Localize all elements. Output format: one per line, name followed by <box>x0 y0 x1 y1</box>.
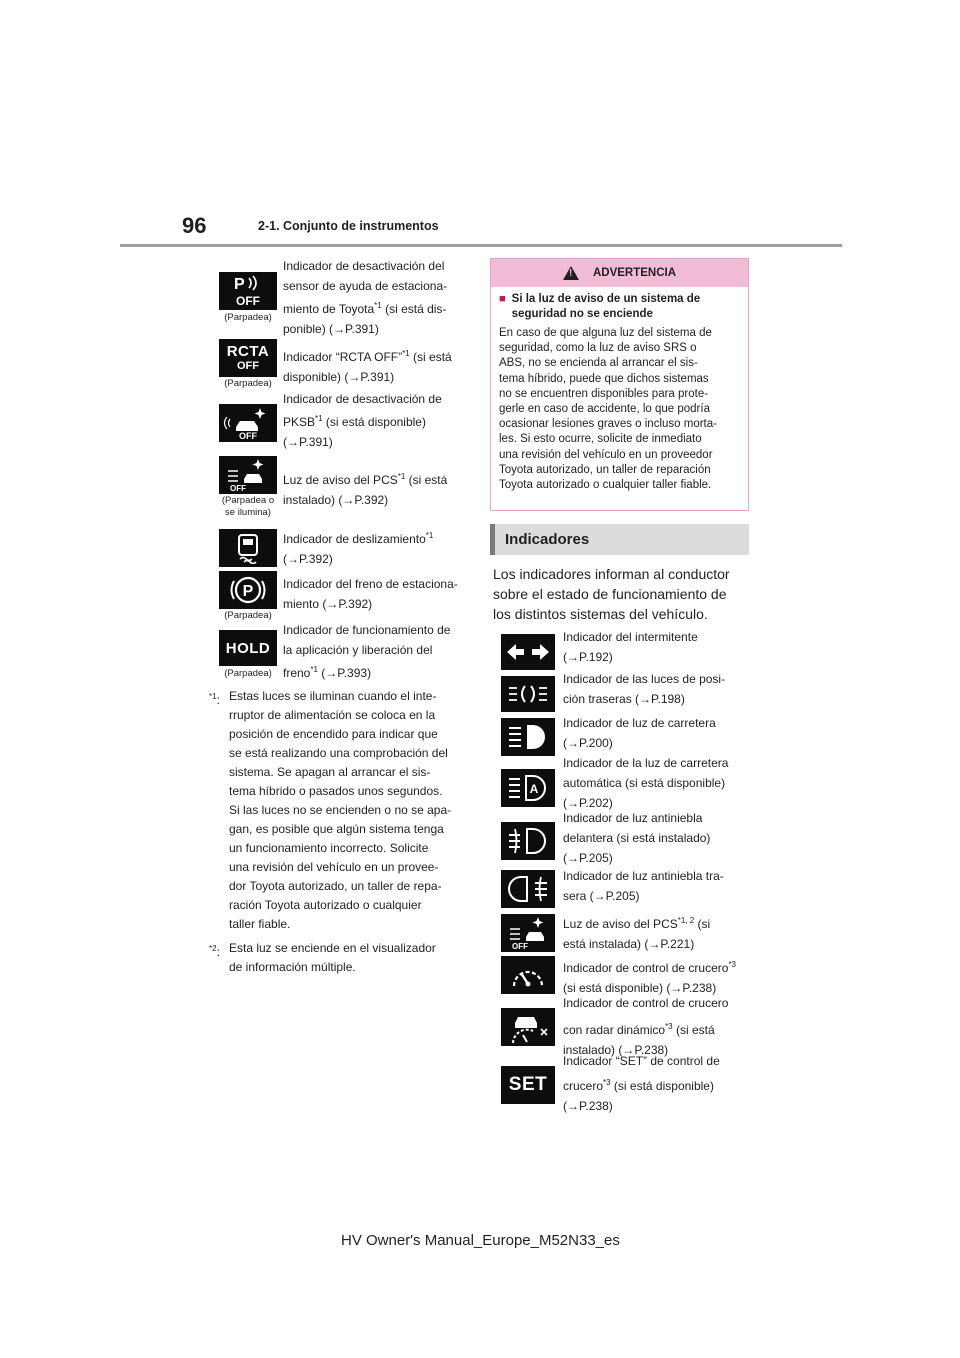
auto-high-beam-icon <box>501 769 555 807</box>
indicator-description: Indicador del intermitente (→P.192) <box>563 630 698 664</box>
radar-cruise-icon <box>501 1008 555 1046</box>
warning-box <box>490 258 749 511</box>
indicator-description: Luz de aviso del PCS$^{*1}$ (si está instalado) (→P.392) <box>283 472 448 507</box>
footnote-marker: $^{*2}$: <box>209 944 220 959</box>
footnote-2: Esta luz se enciende en el visualizador de información múltiple. <box>229 941 436 974</box>
section-heading: Indicadores <box>490 524 749 555</box>
header-divider <box>120 244 842 247</box>
icon-caption: (Parpadea) <box>224 668 272 679</box>
footnote-marker: $^{*1}$: <box>209 692 220 707</box>
pcs-warning-icon <box>501 914 555 952</box>
brake-hold-icon: HOLD <box>219 630 277 666</box>
bullet-square-icon: ■ <box>499 293 506 305</box>
page-footer: HV Owner's Manual_Europe_M52N33_es <box>341 1232 620 1249</box>
pcs-warning-icon <box>219 456 277 494</box>
rcta-off-icon: RCTA OFF <box>219 339 277 377</box>
icon-caption: (Parpadea) <box>224 610 272 621</box>
pksb-off-icon <box>219 404 277 442</box>
parking-brake-icon <box>219 571 277 609</box>
indicator-description: Indicador de luz antiniebla delantera (si está instalado) (→P.205) <box>563 811 711 865</box>
indicator-description: Indicador de luz de carretera (→P.200) <box>563 716 716 750</box>
svg-text:OFF: OFF <box>230 484 246 493</box>
indicator-description: Indicador de desactivación del sensor de ayuda de estaciona- miento de Toyota$^{*1}$ (si está dis- ponible) (→P.391) <box>283 259 448 336</box>
rear-fog-icon <box>501 870 555 908</box>
tail-light-icon <box>501 676 555 712</box>
svg-text:A: A <box>529 782 539 796</box>
indicator-description: Indicador del freno de estaciona- miento (→P.392) <box>283 577 458 611</box>
cruise-control-icon <box>501 956 555 994</box>
warning-triangle-icon: ! <box>563 266 579 280</box>
warning-text: En caso de que alguna luz del sistema de seguridad, como la luz de aviso SRS o ABS, no se encienda al arrancar el sis- tema híbrido, puede que dichos sistemas no se encuentren disponibles para prote- gerle en caso de accidente, lo que podría ocasionar lesiones graves o incluso morta- les. Si esto ocurre, solicite de inmediato una revisión del vehículo en un proveedor Toyota autorizado, un taller de reparación Toyota autorizado o cualquier taller fiable. <box>499 327 717 492</box>
section-title: 2-1. Conjunto de instrumentos <box>258 219 439 233</box>
indicator-description: Luz de aviso del PCS$^{*1, 2}$ (si está instalada) (→P.221) <box>563 916 711 951</box>
icon-caption: (Parpadea) <box>224 378 272 389</box>
icon-caption: (Parpadea) <box>224 312 272 323</box>
svg-text:OFF: OFF <box>512 942 528 951</box>
indicator-description: Indicador de control de crucero$^{*3}$ (si está disponible) (→P.238) <box>563 960 736 995</box>
front-fog-icon <box>501 822 555 860</box>
indicator-description: Indicador de funcionamiento de la aplicación y liberación del freno$^{*1}$ (→P.393) <box>283 623 451 680</box>
indicator-description: Indicador de desactivación de PKSB$^{*1}$ (si está disponible) (→P.391) <box>283 392 442 449</box>
indicator-description: Indicador “RCTA OFF”$^{*1}$ (si está disponible) (→P.391) <box>283 349 452 384</box>
indicator-description: Indicador de la luz de carretera automática (si está disponible) (→P.202) <box>563 756 729 810</box>
icon-caption: (Parpadea o se ilumina) <box>221 495 275 518</box>
page-number: 96 <box>182 213 207 238</box>
footnote-1: Estas luces se iluminan cuando el inte- rruptor de alimentación se coloca en la posición de encendido para indicar que se está realizando una comprobación del sistema. Se apagan al arrancar el sis- tema híbrido o pasados unos segundos. Si las luces no se encienden o no se apa- gan, es posible que algún sistema tenga un funcionamiento incorrecto. Solicite una revisión del vehículo en un provee- dor Toyota autorizado, un taller de repa- ración Toyota autorizado o cualquier taller fiable. <box>229 689 452 931</box>
section-intro: Los indicadores informan al conductor sobre el estado de funcionamiento de los distintos sistemas del vehículo. <box>493 566 730 622</box>
svg-text:P: P <box>242 583 254 600</box>
cruise-set-icon: SET <box>501 1066 555 1104</box>
warning-title: ADVERTENCIA <box>592 267 677 279</box>
indicator-description: Indicador de control de crucero con radar dinámico$^{*3}$ (si está instalado) (→P.238) <box>563 996 729 1057</box>
indicator-description: Indicador de luz antiniebla tra- sera (→P.205) <box>563 869 724 903</box>
indicator-description: Indicador de deslizamiento$^{*1}$ (→P.392) <box>283 531 434 566</box>
slip-indicator-icon <box>219 529 277 567</box>
parking-sensor-off-icon <box>219 272 277 310</box>
warning-header <box>491 259 748 287</box>
svg-text:OFF: OFF <box>236 294 260 308</box>
svg-text:P: P <box>234 276 245 293</box>
high-beam-icon <box>501 718 555 756</box>
indicator-description: Indicador de las luces de posi- ción traseras (→P.198) <box>563 672 726 706</box>
warning-subtitle: ■ Si la luz de aviso de un sistema de seguridad no se enciende <box>499 293 701 320</box>
indicator-description: Indicador “SET” de control de crucero$^{*3}$ (si está disponible) (→P.238) <box>563 1054 720 1113</box>
turn-signal-icon <box>501 634 555 670</box>
svg-text:OFF: OFF <box>239 431 257 441</box>
